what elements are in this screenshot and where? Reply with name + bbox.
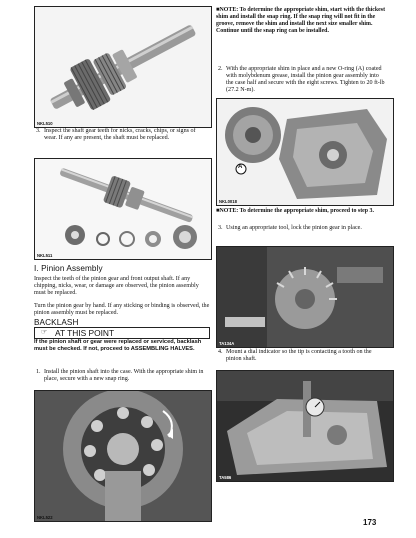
step-text: Install the pinion shaft into the case. With the appropriate shim in place, secure with a new snap ring. xyxy=(44,369,204,382)
step-number: 2. xyxy=(218,66,223,72)
section-title-backlash: BACKLASH xyxy=(34,318,79,327)
step-text: Using an appropriate tool, lock the pinion gear in place. xyxy=(226,225,362,231)
note-shim-start: ■NOTE: To determine the appropriate shim, start with the thickest shim and install the snap ring. If the snap ring will not fit in the groove, remove the shim and install the next size smaller shim. Continue until the snap ring can be installed. xyxy=(216,7,386,35)
attention-box xyxy=(34,327,210,339)
step-text: Mount a dial indicator so the tip is contacting a tooth on the pinion shaft. xyxy=(226,349,372,362)
step-text: Inspect the shaft gear teeth for nicks, cracks, chips, or signs of wear. If any are present, the shaft must be replaced. xyxy=(44,128,196,141)
attention-label: AT THIS POINT xyxy=(55,328,115,338)
step-number: 1. xyxy=(36,369,41,375)
figure-tag: NKL522 xyxy=(37,515,53,520)
step-number: 3. xyxy=(218,225,223,231)
figure-tag: TA586 xyxy=(219,475,232,480)
step-number: 3. xyxy=(36,128,41,134)
figure-shaft-in-case xyxy=(34,390,212,522)
pinion-paragraph-1: Inspect the teeth of the pinion gear and front output shaft. If any chipping, nicks, wear, or damage are observed, the pinion assembly must be replaced. xyxy=(34,276,199,296)
pinion-paragraph-2: Turn the pinion gear by hand. If any sticking or binding is observed, the pinion assembly must be replaced. xyxy=(34,303,210,316)
step-text: With the appropriate shim in place and a new O-ring (A) coated with molybdenum grease, install the pinion gear assembly into the case half and secure with the eight screws. Tighten to 20 ft-lb (27.2 N-m). xyxy=(226,66,385,93)
shaft-in-case-photo xyxy=(35,391,211,521)
figure-tag: TA134A xyxy=(219,341,235,346)
case-oring-photo xyxy=(217,99,393,205)
callout-a: A xyxy=(238,164,243,170)
right-step-2 xyxy=(218,66,392,96)
figure-dial-indicator xyxy=(216,370,394,482)
figure-tag: NKL511 xyxy=(37,253,53,258)
shaft-gear-photo xyxy=(35,7,211,127)
pinion-parts-photo xyxy=(35,159,211,259)
lock-pinion-photo xyxy=(217,247,393,347)
figure-tag: NKL0018 xyxy=(219,199,237,204)
figure-shaft-gear xyxy=(34,6,212,128)
step-number: 4. xyxy=(218,349,223,355)
attention-text: If the pinion shaft or gear were replaced or serviced, backlash must be checked. If not, proceed to ASSEMBLING HALVES. xyxy=(34,339,202,352)
section-title-pinion: I. Pinion Assembly xyxy=(34,264,103,273)
figure-case-oring xyxy=(216,98,394,206)
page-number: 173 xyxy=(363,518,377,527)
left-step-1 xyxy=(36,369,212,385)
dial-indicator-photo xyxy=(217,371,393,481)
note-proceed-step-3: ■NOTE: To determine the appropriate shim, proceed to step 3. xyxy=(216,208,374,214)
figure-tag: NKL510 xyxy=(37,121,53,126)
figure-pinion-parts xyxy=(34,158,212,260)
left-step-3 xyxy=(36,128,212,152)
pointing-hand-icon: ☞ xyxy=(41,329,48,336)
figure-lock-pinion xyxy=(216,246,394,348)
right-step-3 xyxy=(218,225,392,241)
right-step-4 xyxy=(218,349,392,365)
